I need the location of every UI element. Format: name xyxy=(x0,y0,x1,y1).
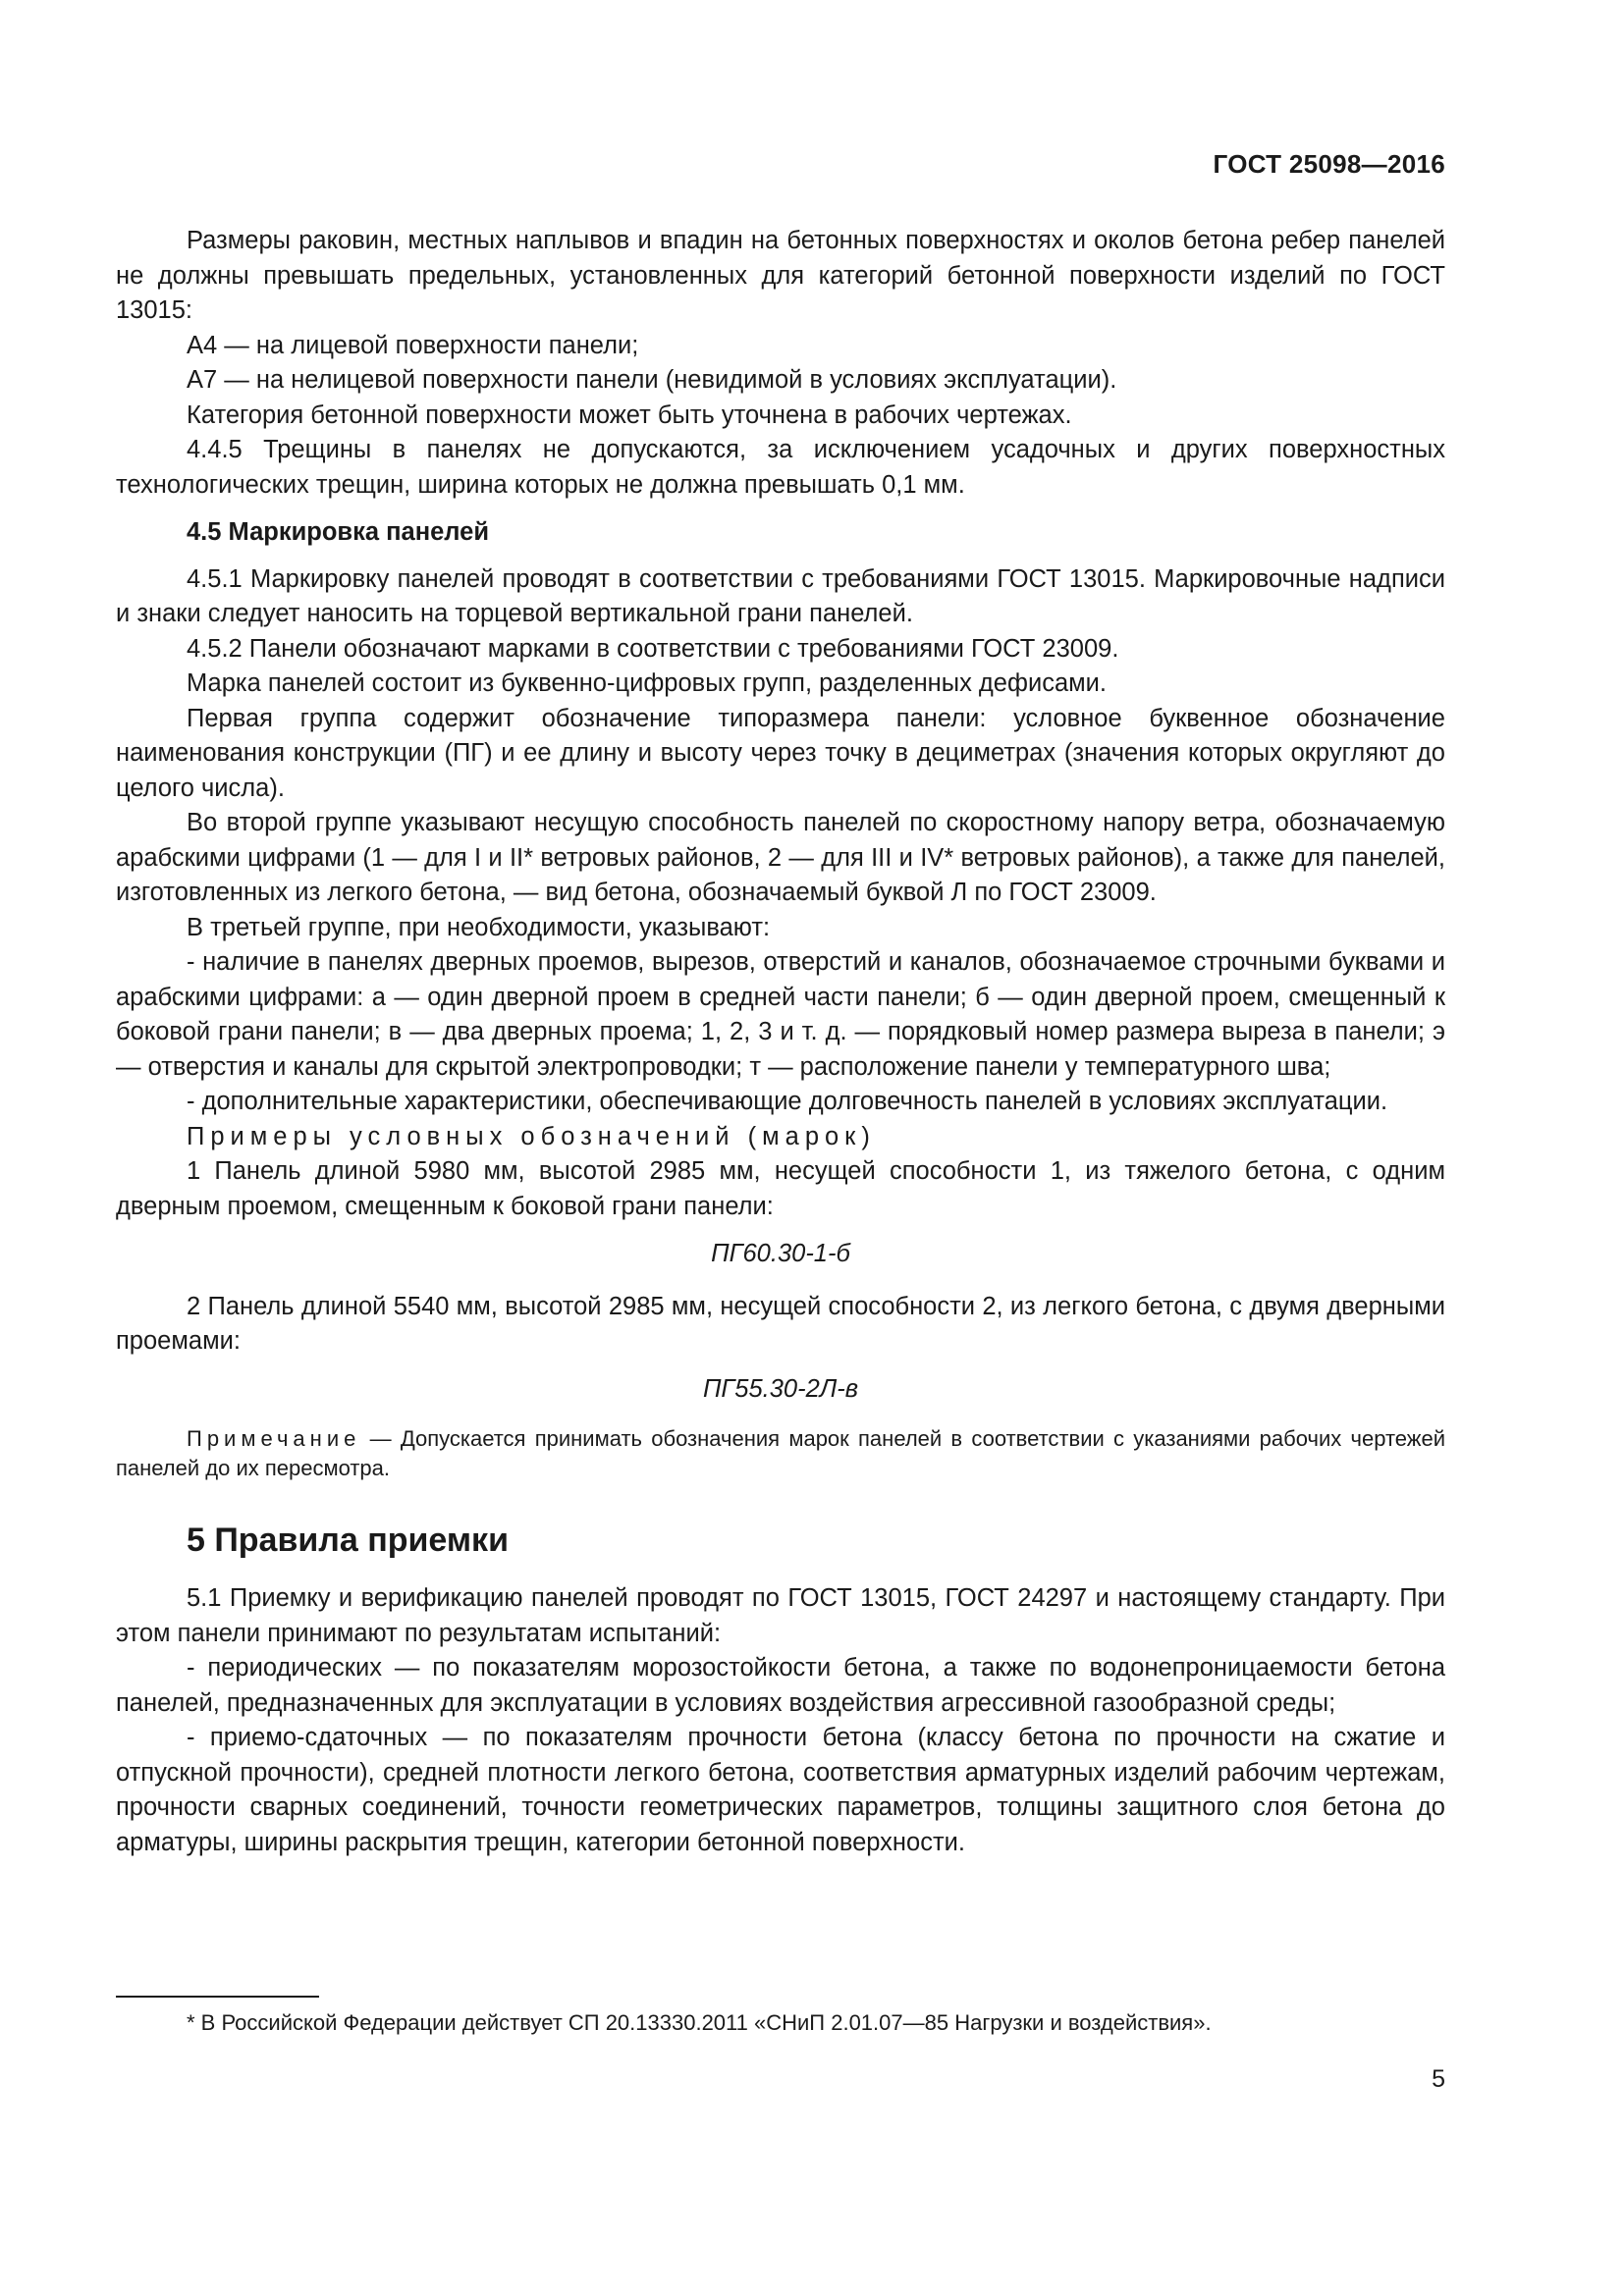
footnote: * В Российской Федерации действует СП 20.13330.2011 «СНиП 2.01.07—85 Нагрузки и воздействия». xyxy=(187,2010,1212,2035)
paragraph: Первая группа содержит обозначение типоразмера панели: условное буквенное обозначение наименования конструкции (ПГ) и ее длину и высоту через точку в дециметрах (значения которых округляют до целого числа). xyxy=(116,704,1445,802)
paragraph: Категория бетонной поверхности может быть уточнена в рабочих чертежах. xyxy=(187,400,1072,429)
note xyxy=(116,1424,1445,1483)
paragraph: Во второй группе указывают несущую способность панелей по скоростному напору ветра, обозначаемую арабскими цифрами (1 — для I и II* ветровых районов, 2 — для III и IV* ветровых районов), а также для панелей, изготовленных из легкого бетона, — вид бетона, обозначаемый буквой Л по ГОСТ 23009. xyxy=(116,809,1445,906)
paragraph: А4 — на лицевой поверхности панели; xyxy=(187,331,639,359)
list-item: - периодических — по показателям морозостойкости бетона, а также по водонепроницаемости бетона панелей, предназначенных для эксплуатации в условиях воздействия агрессивной газообразной среды; xyxy=(116,1654,1445,1717)
paragraph: Размеры раковин, местных наплывов и впадин на бетонных поверхностях и околов бетона ребер панелей не должны превышать предельных, установленных для категорий бетонной поверхности изделий по ГОСТ 13015: xyxy=(116,227,1445,324)
note-label: Примечание xyxy=(187,1426,361,1451)
paragraph: 4.5.2 Панели обозначают марками в соответствии с требованиями ГОСТ 23009. xyxy=(187,634,1119,663)
paragraph: Марка панелей состоит из буквенно-цифровых групп, разделенных дефисами. xyxy=(187,669,1108,697)
example-text: 2 Панель длиной 5540 мм, высотой 2985 мм, несущей способности 2, из легкого бетона, с двумя дверными проемами: xyxy=(116,1292,1445,1355)
paragraph: А7 — на нелицевой поверхности панели (невидимой в условиях эксплуатации). xyxy=(187,366,1117,394)
example-mark: ПГ60.30-1-б xyxy=(711,1240,850,1267)
paragraph: 5.1 Приемку и верификацию панелей проводят по ГОСТ 13015, ГОСТ 24297 и настоящему стандарту. При этом панели принимают по результатам испытаний: xyxy=(116,1584,1445,1647)
document-header: ГОСТ 25098—2016 xyxy=(1213,149,1445,179)
page-number: 5 xyxy=(1432,2065,1445,2093)
list-item: - наличие в панелях дверных проемов, вырезов, отверстий и каналов, обозначаемое строчными буквами и арабскими цифрами: а — один дверной проем в средней части панели; б — один дверной проем, смещенный к боковой грани панели; в — два дверных проема; 1, 2, 3 и т. д. — порядковый номер размера выреза в панели; э — отверстия и каналы для скрытой электропроводки; т — расположение панели у температурного шва; xyxy=(116,948,1445,1081)
paragraph: 4.5.1 Маркировку панелей проводят в соответствии с требованиями ГОСТ 13015. Маркировочные надписи и знаки следует наносить на торцевой вертикальной грани панелей. xyxy=(116,564,1445,627)
example-text: 1 Панель длиной 5980 мм, высотой 2985 мм, несущей способности 1, из тяжелого бетона, с одним дверным проемом, смещенным к боковой грани панели: xyxy=(116,1157,1445,1220)
examples-title: Примеры условных обозначений (марок) xyxy=(187,1122,876,1150)
footnote-separator xyxy=(116,1996,319,1998)
example-mark: ПГ55.30-2Л-в xyxy=(702,1374,859,1403)
paragraph: 4.4.5 Трещины в панелях не допускаются, за исключением усадочных и других поверхностных технологических трещин, ширина которых не должна превышать 0,1 мм. xyxy=(116,436,1445,499)
section-heading-5: 5 Правила приемки xyxy=(187,1522,509,1559)
document-body xyxy=(116,224,1445,1860)
section-heading-4-5: 4.5 Маркировка панелей xyxy=(187,518,490,546)
list-item: - приемо-сдаточных — по показателям прочности бетона (классу бетона по прочности на сжатие и отпускной прочности), средней плотности легкого бетона, соответствия арматурных изделий рабочим чертежам, прочности сварных соединений, точности геометрических параметров, толщины защитного слоя бетона до арматуры, ширины раскрытия трещин, категории бетонной поверхности. xyxy=(116,1724,1445,1856)
paragraph: В третьей группе, при необходимости, указывают: xyxy=(187,913,771,941)
note-text: — Допускается принимать обозначения марок панелей в соответствии с указаниями рабочих чертежей панелей до их пересмотра. xyxy=(116,1426,1445,1480)
list-item: - дополнительные характеристики, обеспечивающие долговечность панелей в условиях эксплуатации. xyxy=(187,1088,1388,1115)
